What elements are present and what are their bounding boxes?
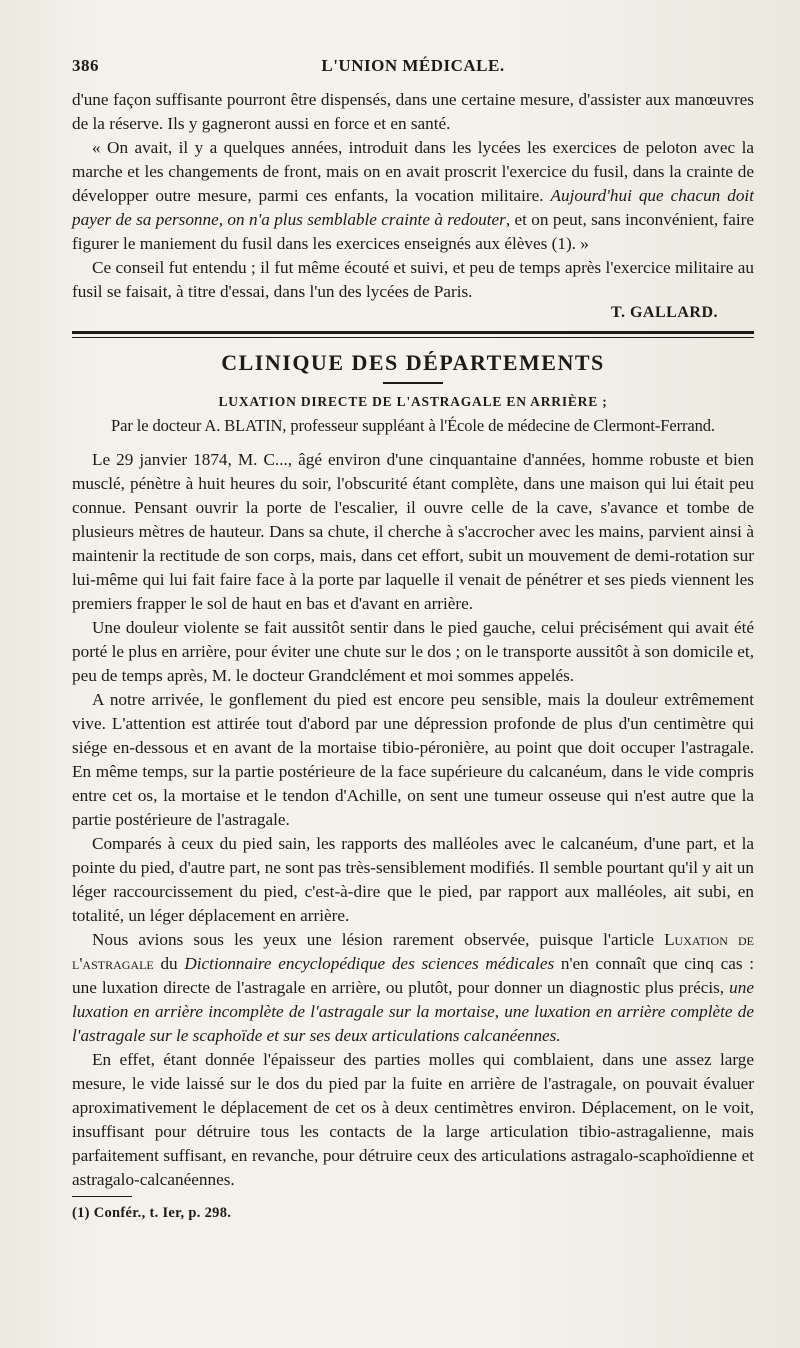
journal-title: L'UNION MÉDICALE. bbox=[321, 56, 505, 75]
body-paragraph-4: Comparés à ceux du pied sain, les rapports des malléoles avec le calcanéum, d'une part, et la pointe du pied, d'autre part, ne sont pas très-sensiblement modifiés. Il semble pourtant qu'il y ait un léger raccourcissement du pied, c'est-à-dire que le pied, par rapport aux malléoles, ait subi, en totalité, un léger déplacement en arrière. bbox=[72, 834, 754, 925]
footnote-rule bbox=[72, 1196, 132, 1197]
intro-paragraph-3: Ce conseil fut entendu ; il fut même écouté et suivi, et peu de temps après l'exercice militaire au fusil se faisait, à titre d'essai, dans l'un des lycées de Paris. bbox=[72, 258, 754, 301]
article-title: LUXATION DIRECTE DE L'ASTRAGALE EN ARRIÈRE ; bbox=[218, 394, 608, 409]
title-rule bbox=[383, 382, 443, 384]
intro-p2-text-b: , et on peut, sans inconvénient, faire figurer le maniement du fusil dans les exercices enseignés aux élèves (1). » bbox=[72, 210, 754, 253]
body-paragraph-1: Le 29 janvier 1874, M. C..., âgé environ d'une cinquantaine d'années, homme robuste et bien musclé, pénètre à huit heures du soir, l'obscurité étant complète, dans une maison qui lui était peu connue. Pensant ouvrir la porte de l'escalier, il ouvre celle de la cave, s'avance et tombe de plusieurs mètres de hauteur. Dans sa chute, il cherche à s'accrocher avec les mains, parvient ainsi à maintenir la rectitude de son corps, mais, dans cet effort, subit un mouvement de demi-rotation sur lui-même qui lui fait faire face à la porte par laquelle il venait de pénétrer et ses pieds viennent les premiers frapper le sol de haut en bas et d'avant en arrière. bbox=[72, 450, 754, 613]
running-head bbox=[72, 56, 754, 76]
page-number: 386 bbox=[72, 56, 99, 75]
body-p5-text-d: , bbox=[494, 1002, 505, 1021]
intro-p2-italic: Aujourd'hui que chacun doit payer de sa personne, on n'a plus semblable crainte à redouter bbox=[72, 186, 754, 229]
footnote: (1) Confér., t. Ier, p. 298. bbox=[72, 1205, 232, 1221]
body-p5-italic-2: une luxation en arrière incomplète de l'astragale sur la mortaise bbox=[72, 978, 754, 1021]
body-paragraph-6: En effet, étant donnée l'épaisseur des parties molles qui comblaient, dans une assez large mesure, le vide laissé sur le dos du pied par la fuite en arrière de l'astragale, on pouvait évaluer aproximativement le déplacement de cet os à deux centimètres environ. Déplacement, on le voit, insuffisant pour détruire tous les contacts de la large articulation tibio-astragalienne, mais parfaitement suffisant, en revanche, pour détruire ceux des articulations astragalo-scaphoïdienne et astragalo-calcanéennes. bbox=[72, 1050, 754, 1189]
body-paragraph-5 bbox=[72, 928, 754, 1048]
section-divider bbox=[72, 331, 754, 338]
author-signature: T. GALLARD. bbox=[611, 304, 718, 321]
body-p5-text-a: Nous avions sous les yeux une lésion rarement observée, puisque l'article bbox=[92, 930, 665, 949]
body-p5-italic-1: Dictionnaire encyclopédique des sciences médicales bbox=[184, 954, 555, 973]
intro-paragraph-2 bbox=[72, 136, 754, 256]
body-paragraph-2: Une douleur violente se fait aussitôt sentir dans le pied gauche, celui précisément qui avait été porté le plus en arrière, pour éviter une chute sur le dos ; on le transporte aussitôt à son domicile et, peu de temps après, M. le docteur Grandclément et moi sommes appelés. bbox=[72, 618, 754, 685]
body-paragraph-3: A notre arrivée, le gonflement du pied est encore peu sensible, mais la douleur extrêmement vive. L'attention est attirée tout d'abord par une dépression profonde de plus d'un centimètre qui siége en-dessous et en avant de la mortaise tibio-péronière, au point que doit occuper l'astragale. En même temps, sur la partie postérieure de la face supérieure du calcanéum, dans le vide compris entre cet os, la mortaise et le tendon d'Achille, on sent une tumeur osseuse qui n'est autre que la partie postérieure de l'astragale. bbox=[72, 690, 754, 829]
body-p5-text-b: du bbox=[153, 954, 185, 973]
body-p5-text-c: n'en connaît que cinq cas : une luxation directe de l'astragale en arrière, ou plutôt, pour donner un diagnostic plus précis, bbox=[72, 954, 754, 997]
intro-paragraph-1: d'une façon suffisante pourront être dispensés, dans une certaine mesure, d'assister aux manœuvres de la réserve. Ils y gagneront aussi en force et en santé. bbox=[72, 90, 754, 133]
intro-p2-text-a: « On avait, il y a quelques années, introduit dans les lycées les exercices de peloton avec la marche et les changements de front, mais on en avait proscrit l'exercice du fusil, dans la crainte de développer outre mesure, parmi ces enfants, la vocation militaire. bbox=[72, 138, 754, 205]
body-p5-italic-3: une luxation en arrière complète de l'astragale sur le scaphoïde et sur ses deux articulations calcanéennes. bbox=[72, 1002, 754, 1045]
body-p5-smallcaps: Luxation de l'astragale bbox=[72, 930, 754, 973]
section-title: CLINIQUE DES DÉPARTEMENTS bbox=[221, 350, 605, 375]
article-byline: Par le docteur A. BLATIN, professeur suppléant à l'École de médecine de Clermont-Ferrand. bbox=[111, 416, 715, 435]
